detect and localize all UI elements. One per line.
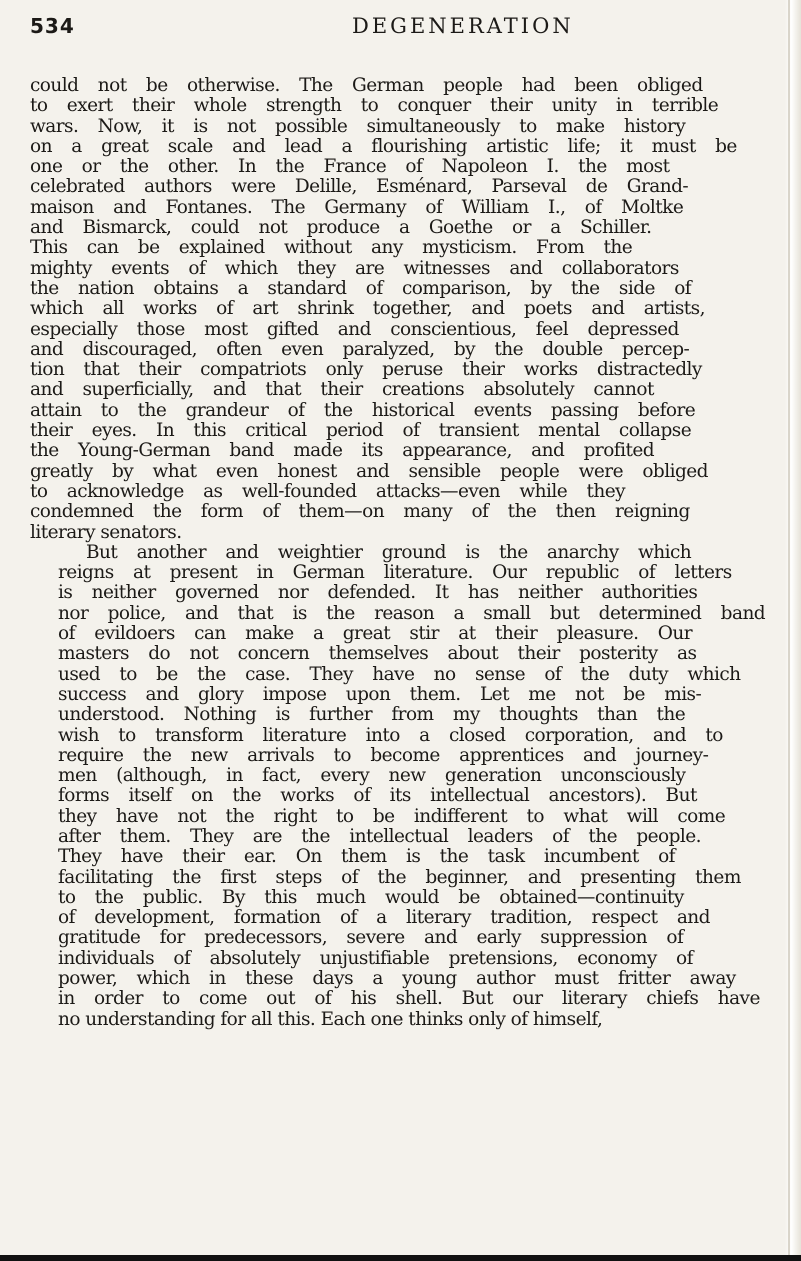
text-line: facilitating the first steps of the beginner, and presenting them bbox=[58, 867, 741, 888]
text-line: is neither governed nor defended. It has neither authorities bbox=[58, 583, 698, 604]
text-line: in order to come out of his shell. But our literary chiefs have bbox=[58, 989, 760, 1010]
text-line: to acknowledge as well-founded attacks—even while they bbox=[30, 481, 626, 502]
text-line: forms itself on the works of its intellectual ancestors). But bbox=[58, 786, 697, 807]
paragraph bbox=[30, 543, 772, 1030]
text-line: one or the other. In the France of Napoleon I. the most bbox=[30, 157, 670, 178]
text-line: after them. They are the intellectual leaders of the people. bbox=[58, 826, 701, 847]
text-line: they have not the right to be indifferent to what will come bbox=[58, 806, 726, 827]
text-line: mighty events of which they are witnesses and collaborators bbox=[30, 258, 679, 279]
text-line: which all works of art shrink together, and poets and artists, bbox=[30, 299, 705, 320]
scan-border bbox=[0, 1255, 801, 1261]
text-line: used to be the case. They have no sense of the duty which bbox=[58, 664, 741, 685]
text-line: attain to the grandeur of the historical events passing before bbox=[30, 400, 696, 421]
text-line: and discouraged, often even paralyzed, by the double percep- bbox=[30, 339, 690, 360]
text-line: masters do not concern themselves about their posterity as bbox=[58, 644, 697, 665]
text-line: greatly by what even honest and sensible people were obliged bbox=[30, 461, 708, 482]
text-line: the Young-German band made its appearance, and profited bbox=[30, 441, 655, 462]
text-line: to the public. By this much would be obtained—continuity bbox=[58, 887, 684, 908]
text-line: tion that their compatriots only peruse their works distractedly bbox=[30, 360, 702, 381]
text-line: condemned the form of them—on many of the then reigning bbox=[30, 502, 690, 523]
text-line: no understanding for all this. Each one thinks only of himself, bbox=[58, 1009, 603, 1030]
text-line: power, which in these days a young author must fritter away bbox=[58, 969, 736, 990]
text-line: could not be otherwise. The German people had been obliged bbox=[30, 76, 703, 96]
text-line: This can be explained without any mysticism. From the bbox=[30, 238, 633, 259]
running-head: DEGENERATION bbox=[352, 14, 574, 38]
text-line: the nation obtains a standard of comparison, by the side of bbox=[30, 278, 692, 299]
text-line: men (although, in fact, every new generation unconsciously bbox=[58, 766, 686, 787]
text-line: They have their ear. On them is the task incumbent of bbox=[58, 847, 675, 868]
text-line: literary senators. bbox=[30, 522, 182, 543]
page-header bbox=[30, 8, 780, 44]
text-line: require the new arrivals to become apprentices and journey- bbox=[58, 745, 709, 766]
text-line: to exert their whole strength to conquer their unity in terrible bbox=[30, 96, 719, 117]
text-line: wars. Now, it is not possible simultaneously to make history bbox=[30, 116, 686, 137]
text-line: individuals of absolutely unjustifiable pretensions, economy of bbox=[58, 948, 693, 969]
text-line: of development, formation of a literary tradition, respect and bbox=[58, 908, 710, 929]
text-line: celebrated authors were Delille, Esménard, Parseval de Grand- bbox=[30, 177, 689, 198]
text-line: But another and weightier ground is the anarchy which bbox=[86, 542, 692, 563]
page-number: 534 bbox=[30, 14, 75, 38]
text-line: success and glory impose upon them. Let me not be mis- bbox=[58, 684, 702, 705]
text-line: reigns at present in German literature. Our republic of letters bbox=[58, 563, 732, 584]
text-line: their eyes. In this critical period of transient mental collapse bbox=[30, 421, 692, 442]
page-edge-line bbox=[788, 0, 790, 1261]
text-line: wish to transform literature into a closed corporation, and to bbox=[58, 725, 723, 746]
text-line: and superficially, and that their creations absolutely cannot bbox=[30, 380, 654, 401]
text-line: gratitude for predecessors, severe and early suppression of bbox=[58, 928, 684, 949]
body-text bbox=[30, 76, 772, 1030]
text-line: and Bismarck, could not produce a Goethe or a Schiller. bbox=[30, 218, 652, 239]
text-line: on a great scale and lead a flourishing artistic life; it must be bbox=[30, 136, 737, 157]
text-line: nor police, and that is the reason a small but determined band bbox=[58, 603, 766, 624]
text-line: understood. Nothing is further from my thoughts than the bbox=[58, 705, 686, 726]
text-line: especially those most gifted and conscientious, feel depressed bbox=[30, 319, 679, 340]
text-line: maison and Fontanes. The Germany of William I., of Moltke bbox=[30, 197, 684, 218]
paragraph bbox=[30, 76, 772, 543]
text-line: of evildoers can make a great stir at their pleasure. Our bbox=[58, 624, 693, 645]
